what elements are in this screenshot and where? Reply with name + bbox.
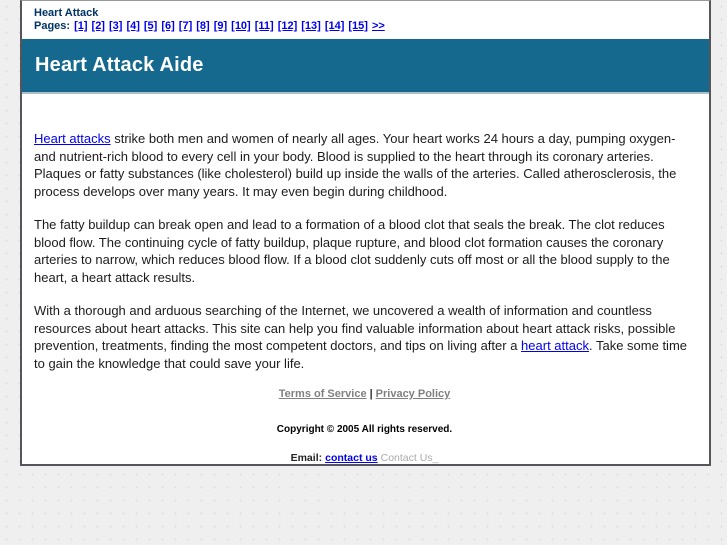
page-link-9[interactable]: [9] bbox=[213, 20, 228, 32]
page-title: Heart Attack Aide bbox=[35, 54, 204, 76]
email-suffix-text: Contact Us_ bbox=[380, 452, 439, 464]
page-link-12[interactable]: [12] bbox=[277, 20, 298, 32]
page-link-5[interactable]: [5] bbox=[143, 20, 158, 32]
page-link-6[interactable]: [6] bbox=[161, 20, 175, 32]
paragraph-buildup-text: The fatty buildup can break open and lead to a formation of a blood clot that seals the break. The clot reduces blood flow. The continuing cycle of fatty buildup, plaque rupture, and blood clot formation causes the coronary arteries to narrow, which reduces blood flow. If a blood clot suddenly cuts off most or all the blood supply to the heart, a heart attack results. bbox=[34, 217, 670, 285]
heart-attacks-link[interactable]: Heart attacks bbox=[34, 131, 111, 146]
contact-us-link[interactable]: contact us bbox=[325, 452, 378, 464]
page-link-15[interactable]: [15] bbox=[348, 20, 368, 32]
page-link-2[interactable]: [2] bbox=[91, 20, 105, 32]
paragraph-resources-text-before: With a thorough and arduous searching of the Internet, we uncovered a wealth of information and countless resources about heart attacks. This site can help you find valuable information about heart attack risks, possible prevention, treatments, finding the most competent doctors, and tips on living after a bbox=[34, 303, 676, 353]
paragraph-resources-text-after: . Take some time to gain the knowledge that could save your life. bbox=[34, 338, 688, 371]
footer-links bbox=[34, 388, 695, 400]
page-link-3[interactable]: [3] bbox=[108, 20, 123, 32]
page-link-13[interactable]: [13] bbox=[301, 20, 321, 32]
page-link-8[interactable]: [8] bbox=[196, 20, 210, 32]
paragraph-intro-text: strike both men and women of nearly all ages. Your heart works 24 hours a day, pumping oxygen- and nutrient-rich blood to every cell in your body. Blood is supplied to the heart through its coronary arteries. Plaques or fatty substances (like cholesterol) build up inside the walls of the arteries. Called atherosclerosis, the process develops over many years. It may even begin during childhood. bbox=[34, 131, 677, 199]
copyright-notice: Copyright © 2005 All rights reserved. bbox=[276, 424, 453, 435]
paragraph-intro bbox=[34, 130, 695, 200]
terms-of-service-link[interactable]: Terms of Service bbox=[278, 388, 367, 400]
page-link-next[interactable]: >> bbox=[371, 20, 385, 32]
page-link-1[interactable]: [1] bbox=[74, 20, 88, 32]
paragraph-resources bbox=[34, 302, 695, 372]
page-link-10[interactable]: [10] bbox=[231, 20, 251, 32]
page-link-4[interactable]: [4] bbox=[126, 20, 140, 32]
footer-links-separator: | bbox=[369, 388, 373, 400]
email-label: Email: bbox=[290, 452, 323, 464]
pages-label: Pages: bbox=[34, 20, 71, 32]
site-name: Heart Attack bbox=[34, 7, 99, 19]
site-banner bbox=[22, 39, 709, 94]
pages-pagination bbox=[34, 20, 697, 33]
heart-attack-link[interactable]: heart attack bbox=[521, 338, 589, 353]
page-link-7[interactable]: [7] bbox=[178, 20, 193, 32]
main-content bbox=[22, 94, 709, 464]
email-line bbox=[34, 452, 695, 464]
paragraph-buildup bbox=[34, 216, 695, 286]
page-column bbox=[20, 0, 711, 466]
page-link-14[interactable]: [14] bbox=[324, 20, 345, 32]
page-link-11[interactable]: [11] bbox=[254, 20, 274, 32]
top-navigation-strip bbox=[22, 1, 709, 39]
privacy-policy-link[interactable]: Privacy Policy bbox=[375, 388, 451, 400]
